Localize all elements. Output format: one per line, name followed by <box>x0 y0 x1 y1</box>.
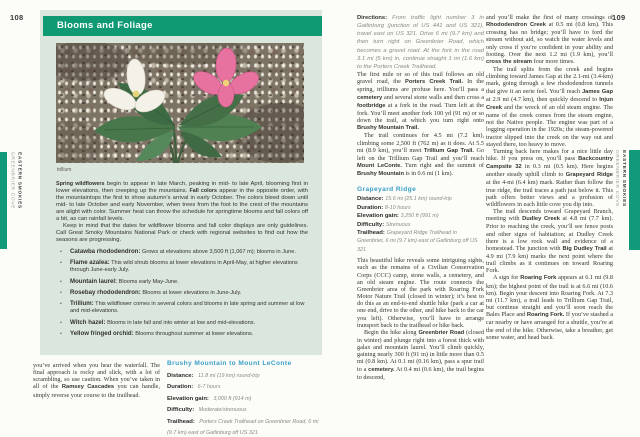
bloom-term: Yellow fringed orchid: <box>70 329 134 337</box>
list-item <box>60 260 308 274</box>
bloom-desc: Blooms at lower elevations in June-July. <box>142 289 242 296</box>
stat-row <box>357 221 484 229</box>
right-page-number: 109 <box>612 13 626 22</box>
stat-row <box>357 212 484 220</box>
grapeyard-ridge-stats <box>357 186 484 254</box>
stat-label: Trailhead: <box>357 230 385 237</box>
stat-label: Elevation gain: <box>357 213 399 220</box>
list-item <box>60 331 308 338</box>
intro-paragraph-1: Spring wildflowers begin to appear in late March, peaking in mid- to late April, blooming first in lower elevations, then creeping up the mountains. Fall colors appear in the opposite order, with the mountaintops the first to show autumn’s arrival in early October. The colors bleed down until mid- to late October and early November, when trees from the foot to the crest of the mountains are alight with color. Summer heat can throw the schedule for springtime blooms and fall colors off a bit, as can rainfall levels. <box>56 181 308 222</box>
stat-row <box>167 380 320 391</box>
paragraph: Begin the hike along Greenbrier Road (closed in winter) and plunge right into a forest thick with galax and mountain laurel. You’ll climb quickly, gaining nearly 300 ft (91 m) in little more than 0.5 mi (0.8 km). At 0.1 mi (0.16 km), pass a spur trail to a cemetery. At 0.4 mi (0.6 km), the trail begins to descend, <box>357 328 484 381</box>
stat-value: 15.6 mi (25.1 km) round-trip <box>385 196 452 203</box>
stat-label: Trailhead: <box>167 418 195 425</box>
stat-label: Elevation gain: <box>167 395 209 402</box>
left-edge-tab <box>0 152 7 249</box>
panel-body-text <box>56 181 308 342</box>
brushy-mountain-stats <box>167 360 320 437</box>
paragraph: The trail splits from the creek and begins climbing toward James Gap at the 2.1-mi (3.4-km) mark, going through a few rhododendron tunnels that give it an eerie feel. You’ll reach James Gap at 2.9 mi (4.7 km), then quickly descend to Injun Creek and the wreck of an old steam engine. The name of the creek comes from the steam engine, not the Native people. The engine was part of a logging operation in the 1920s; the steam-powered tractor slipped into the creek on the way out and stayed there, too heavy to move. <box>486 66 613 148</box>
paragraph: This beautiful hike reveals some intriguing sights, such as the remains of a Civilian Conservation Corps (CCC) camp, stone walls, a cemetery, and an old steam engine. The route connects the Greenbrier area of the park with Roaring Fork Motor Nature Trail (closed in winter); it’s best to do this as an end-to-end shuttle hike (park a car at one end, drive to the other, and hike back to the car you left). Otherwise, you’ll have to arrange transport back to the trailhead or hike back. <box>357 257 484 329</box>
paragraph: The trail continues for 4.5 mi (7.2 km), climbing some 2,500 ft (762 m) as it does. At 5.5 mi (8.9 km), you’ll meet Trillium Gap Trail. Go left on the Trillium Gap Trail and you’ll reach Mount LeConte. Turn right and the summit of Brushy Mountain is in 0.6 mi (1 km). <box>357 132 484 178</box>
left-column-continuation <box>33 362 160 399</box>
left-edge-chapter-label: EASTERN SMOKIES <box>16 152 22 209</box>
left-page-number: 108 <box>10 13 24 22</box>
right-edge-tab <box>629 150 640 250</box>
paragraph: A sign for Roaring Fork appears at 6.1 mi (9.8 km); the highest point of the trail is at 6.6 mi (10.6 km). Begin your descent into Roaring Fork. At 7.3 mi (11.7 km), a trail leads to Trillium Gap Trail, but continue straight and you’ll soon reach the Bales Place and Roaring Fork. If you’ve stashed a car nearby or have arranged for a shuttle, you’re at the end of the hike. Otherwise, take a breather, get some water, and head back. <box>486 274 614 341</box>
stat-label: Distance: <box>167 373 194 379</box>
left-edge-section-label: GREENBRIER COVE <box>9 152 15 210</box>
bloom-list <box>60 249 308 338</box>
stat-row <box>357 229 484 254</box>
stat-value: Porters Creek Trailhead on Greenbrier Road, 6 mi (9.7 km) east of Gatlinburg off US 321 <box>167 418 319 437</box>
stat-row <box>167 392 320 403</box>
stat-row <box>167 403 320 414</box>
directions-paragraph: Directions: From traffic light number 3 in Gatlinburg (junction of US 441 and US 321), travel east on US 321. Drive 6 mi (9.7 km) and then turn right on Greenbrier Road, which becomes a gravel road. At the fork in the road 3.1 mi (5 km) in, continue straight 1 mi (1.6 km) to the Porters Creek Trailhead. <box>357 15 484 70</box>
list-item <box>60 290 308 297</box>
stat-label: Difficulty: <box>167 407 195 414</box>
right-column-2 <box>486 14 613 341</box>
list-item <box>60 320 308 327</box>
stat-value: Moderate/strenuous <box>198 407 247 414</box>
bloom-desc: This wild shrub blooms at lower elevations in April-May, at higher elevations through June-early July. <box>70 260 298 274</box>
list-item <box>60 301 308 315</box>
bloom-term: Rosebay rhododendron: <box>70 288 141 296</box>
panel-title-bar <box>43 16 322 36</box>
panel-title: Blooms and Foliage <box>57 20 153 31</box>
bloom-desc: Blooms throughout summer at lower elevations. <box>135 330 254 337</box>
bloom-term: Mountain laurel: <box>70 277 118 285</box>
bloom-term: Witch hazel: <box>70 318 106 326</box>
intro-paragraph-2: Keep in mind that the dates for wildflower blooms and fall color displays are only guidelines. Call Great Smoky Mountains National Park or check with regional websites to find out how the seasons are progressing. <box>56 223 308 243</box>
trillium-photo <box>56 43 304 163</box>
rock-shadow <box>56 121 101 163</box>
bloom-desc: Blooms in late fall and into winter at low and mid-elevations. <box>107 319 256 326</box>
stat-label: Duration: <box>357 204 384 211</box>
paragraph: The trail descends toward Grapeyard Branch, meeting with Dudley Creek at 4.8 mi (7.7 km). Prior to reaching the creek, you’ll see fence posts and other signs of habitation; at Dudley Creek there is a low rock wall and evidence of a homestead. The junction with Big Dudley Trail at 4.9 mi (7.9 km) marks the next point where the trail climbs as it continues on toward Roaring Fork. <box>486 208 614 275</box>
bloom-term: Flame azalea: <box>70 259 110 267</box>
trillium-photo-art <box>56 43 304 163</box>
bloom-term: Trillium: <box>70 300 94 308</box>
stat-value: 3,000 ft (914 m) <box>213 395 252 402</box>
stat-value: 8-10 hours <box>384 204 411 211</box>
stat-label: Difficulty: <box>357 221 385 228</box>
photo-caption: trillium <box>57 167 72 173</box>
stat-row <box>167 369 320 380</box>
stat-row <box>357 204 484 212</box>
blooms-foliage-panel <box>40 10 322 355</box>
stat-value: 11.8 mi (19 km) round-trip <box>197 373 260 379</box>
bloom-desc: Blooms early May-June. <box>118 278 179 285</box>
hike-heading: Brushy Mountain to Mount LeConte <box>167 360 292 367</box>
bloom-desc: Grows at elevations above 3,500 ft (1,067 m); blooms in June. <box>141 249 296 255</box>
right-edge-chapter-label: EASTERN SMOKIES <box>621 150 626 207</box>
bloom-desc: This wildflower comes in several colors and blooms in late spring and summer at low and mid-elevations. <box>70 301 305 315</box>
stat-label: Distance: <box>357 196 384 203</box>
right-column-1 <box>357 14 484 381</box>
stat-row <box>357 195 484 203</box>
paragraph: Turning back here makes for a nice little day hike. If you press on, you’ll pass Backcountry Campsite 32 in 0.3 mi (0.5 km). Here begins another steady uphill climb to Grapeyard Ridge at the 4-mi (6.4 km) mark. Rather than follow the true ridge, the trail traces a path just below it. This path offers better views and a profusion of wildflowers in each little cove you dip into. <box>486 147 614 208</box>
paragraph: you’ve arrived when you hear the waterfall. The final approach is rocky and slick, with a lot of scrambling, so use caution. When you’ve taken in all of the Ramsey Cascades you can handle, simply reverse your course to the trailhead. <box>33 362 160 399</box>
rock-shadow <box>56 43 128 81</box>
right-edge-section-label: GREENBRIER COVE <box>614 150 619 208</box>
stat-label: Duration: <box>167 384 194 391</box>
stat-row <box>167 415 320 437</box>
bloom-term: Catawba rhododendron: <box>70 248 141 255</box>
stat-value: 3,250 ft (991 m) <box>400 213 439 220</box>
list-item <box>60 249 308 256</box>
stat-value: Strenuous <box>385 221 411 228</box>
paragraph: The first mile or so of this trail follows an old gravel road, the Porters Creek Trail. In the spring, trilliums are profuse here. You’ll pass a cemetery and several stone walls and then cross a footbridge at a fork in the road. Turn left at the fork. You’ll meet another fork 100 yd (91 m) or so down the trail, at which you turn right onto Brushy Mountain Trail. <box>357 71 484 132</box>
paragraph: and you’ll make the first of many crossings of Rhododendron Creek at 0.5 mi (0.8 km). This crossing has no bridge; you’ll have to ford the stream without aid, so watch the water levels and only cross if you’re confident in your ability and footing. Over the next 1.2 mi (1.9 km), you’ll cross the stream four more times. <box>486 14 614 65</box>
hike-heading: Grapeyard Ridge <box>357 186 417 194</box>
list-item <box>60 279 308 286</box>
stat-value: Grapeyard Ridge Trailhead in Greenbrier, 6 mi (9.7 km) east of Gatlinburg off US 321 <box>357 230 478 253</box>
stat-value: 6-7 hours <box>197 384 221 391</box>
